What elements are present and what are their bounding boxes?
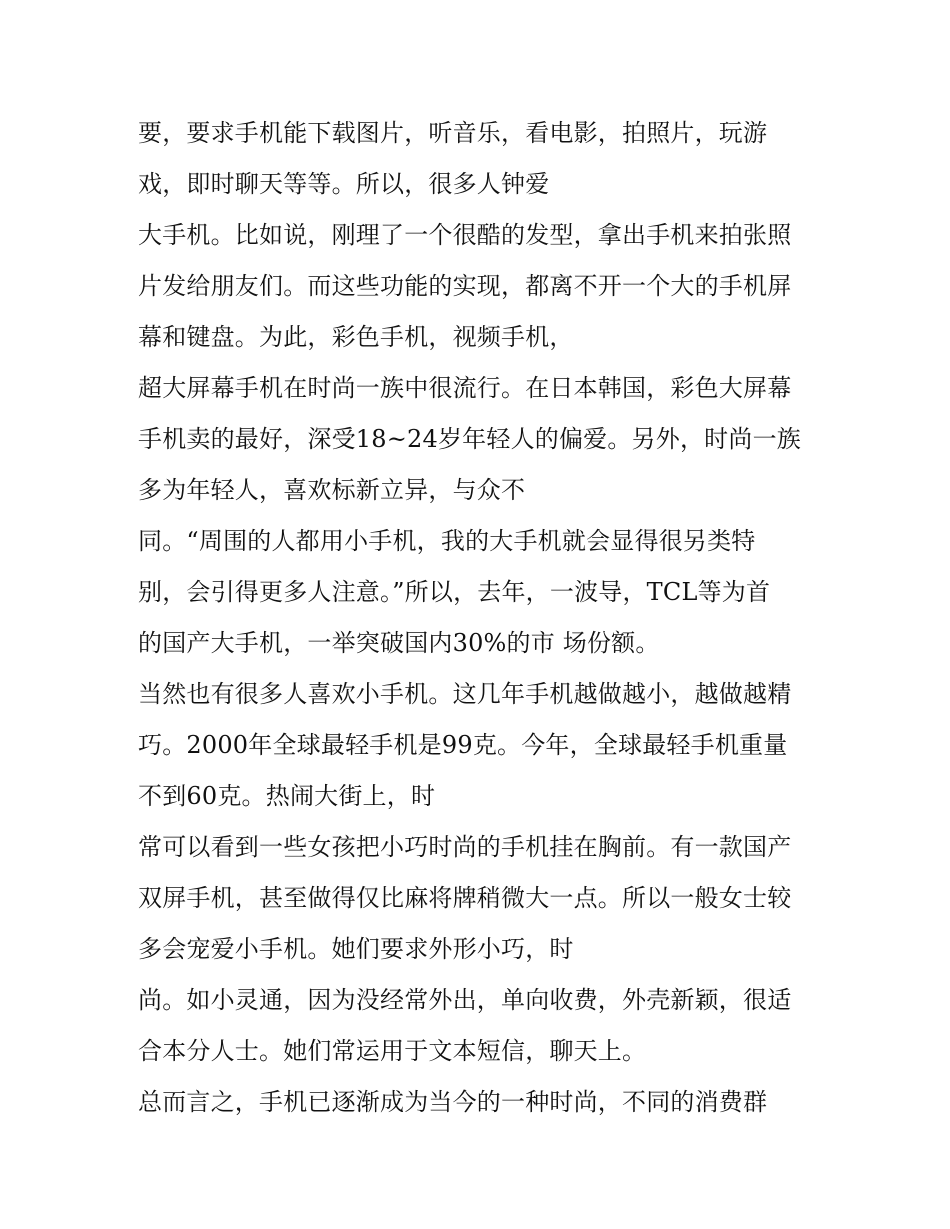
text-line-11: 的国产大手机，一举突破国内30%的市 场份额。 [138,629,660,657]
body-text [138,108,828,1128]
text-line-19: 合本分人士。她们常运用于文本短信，聊天上。 [138,1037,647,1065]
text-line-9: 同。“周围的人都用小手机，我的大手机就会显得很另类特 [138,527,756,555]
text-line-17: 多会宠爱小手机。她们要求外形小巧，时 [138,935,574,963]
text-line-12: 当然也有很多人喜欢小手机。这几年手机越做越小，越做越精 [138,680,792,708]
text-line-3: 大手机。比如说，刚理了一个很酷的发型，拿出手机来拍张照 [138,221,792,249]
text-line-13: 巧。2000年全球最轻手机是99克。今年，全球最轻手机重量 [138,731,788,759]
text-line-6: 超大屏幕手机在时尚一族中很流行。在日本韩国，彩色大屏幕 [138,374,792,402]
text-line-7: 手机卖的最好，深受18~24岁年轻人的偏爱。另外，时尚一族 [138,425,801,453]
text-line-14: 不到60克。热闹大街上，时 [138,782,436,810]
text-line-4: 片发给朋友们。而这些功能的实现，都离不开一个大的手机屏 [138,272,792,300]
text-line-2: 戏，即时聊天等等。所以，很多人钟爱 [138,170,550,198]
text-line-8: 多为年轻人，喜欢标新立异，与众不 [138,476,526,504]
text-line-20: 总而言之，手机已逐渐成为当今的一种时尚，不同的消费群 [138,1088,768,1116]
text-line-15: 常可以看到一些女孩把小巧时尚的手机挂在胸前。有一款国产 [138,833,792,861]
text-line-10: 别，会引得更多人注意。”所以，去年，一波导，TCL等为首 [138,578,771,606]
text-line-1: 要，要求手机能下载图片，听音乐，看电影，拍照片，玩游 [138,119,768,147]
text-line-5: 幕和键盘。为此，彩色手机，视频手机， [138,323,574,351]
text-line-18: 尚。如小灵通，因为没经常外出，单向收费，外壳新颖，很适 [138,986,792,1014]
text-line-16: 双屏手机，甚至做得仅比麻将牌稍微大一点。所以一般女士较 [138,884,792,912]
